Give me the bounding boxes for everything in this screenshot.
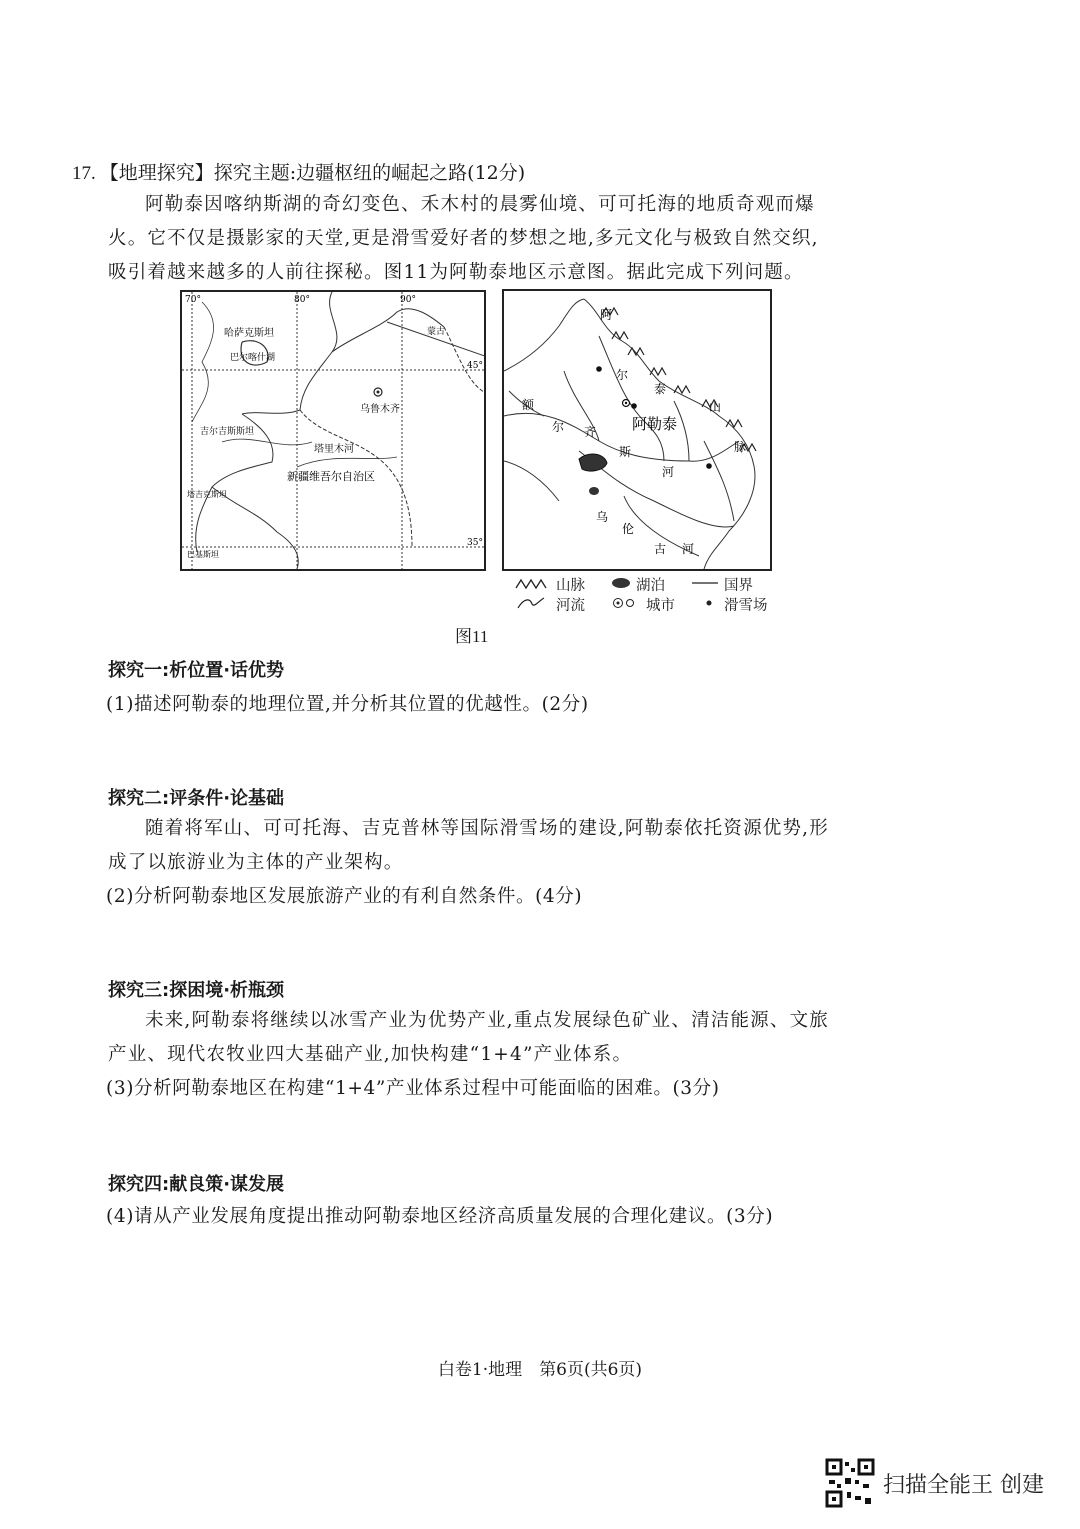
ski-resort-1 [596, 366, 602, 372]
section-3-question: (3)分析阿勒泰地区在构建“1+4”产业体系过程中可能面临的困难。(3分) [106, 1078, 720, 1099]
section-4-title: 探究四:献良策·谋发展 [108, 1174, 285, 1195]
river-legend-icon [516, 596, 546, 610]
label-river-a: 额 [522, 398, 535, 412]
altay-map [502, 289, 772, 571]
lon-label-90: 90° [400, 295, 416, 305]
map-legend [512, 574, 792, 614]
altay-map-drawing [504, 291, 770, 569]
label-lulun-b: 伦 [622, 522, 635, 536]
label-balkhash: 巴尔喀什湖 [230, 353, 276, 363]
ulungur-lake [579, 454, 607, 471]
figure-caption: 图11 [455, 627, 489, 646]
ski-resort-3 [706, 463, 712, 469]
question-title: 【地理探究】探究主题:边疆枢纽的崛起之路(12分) [99, 162, 526, 184]
lake-legend-icon [610, 576, 632, 590]
label-xinjiang: 新疆维吾尔自治区 [287, 470, 375, 483]
legend-city: 城市 [646, 598, 675, 614]
label-kazakh: 哈萨克斯坦 [224, 328, 274, 339]
legend-lake: 湖泊 [636, 578, 665, 594]
overview-map [180, 290, 486, 571]
ski-legend-icon [702, 596, 716, 610]
lat-label-35: 35° [467, 538, 483, 548]
mountain-legend-icon [512, 576, 552, 590]
qr-code-icon [825, 1458, 875, 1508]
label-mongolia: 蒙古 [427, 327, 446, 337]
label-lulun-a: 乌 [596, 510, 609, 524]
label-lulun-d: 河 [682, 542, 695, 556]
label-lulun-c: 古 [654, 542, 667, 556]
section-1-title: 探究一:析位置·话优势 [108, 660, 285, 681]
legend-river: 河流 [556, 598, 585, 614]
section-2-text: 随着将军山、可可托海、吉克普林等国际滑雪场的建设,阿勒泰依托资源优势,形成了以旅游业为主体的产业架构。 [108, 818, 829, 873]
lat-label-45: 45° [467, 361, 483, 371]
label-river-b: 尔 [552, 420, 565, 434]
label-pakistan: 巴基斯坦 [187, 550, 219, 559]
label-altay-city: 阿勒泰 [632, 415, 678, 433]
intro-paragraph: 阿勒泰因喀纳斯湖的奇幻变色、禾木村的晨雾仙境、可可托海的地质奇观而爆火。它不仅是摄影家的天堂,更是滑雪爱好者的梦想之地,多元文化与极致自然交织,吸引着越来越多的人前往探秘。图11为阿勒泰地区示意图。据此完成下列问题。 [108, 194, 819, 283]
label-mountain-b: 尔 [616, 368, 629, 382]
legend-border: 国界 [724, 578, 753, 594]
city-legend-icon [612, 596, 642, 610]
legend-ski: 滑雪场 [724, 598, 768, 614]
lon-label-80: 80° [294, 295, 310, 305]
section-4-question: (4)请从产业发展角度提出推动阿勒泰地区经济高质量发展的合理化建议。(3分) [106, 1206, 774, 1227]
label-tajik: 塔吉克斯坦 [187, 490, 227, 499]
section-2-question: (2)分析阿勒泰地区发展旅游产业的有利自然条件。(4分) [106, 886, 583, 907]
scanner-watermark [825, 1458, 1044, 1508]
label-mountain-d: 山 [709, 400, 722, 414]
label-river-c: 齐 [584, 425, 597, 439]
question-number: 17. [72, 163, 96, 184]
label-urumqi: 乌鲁木齐 [360, 404, 400, 415]
overview-map-drawing [182, 292, 484, 569]
scanner-watermark-text: 扫描全能王 创建 [883, 1472, 1044, 1498]
label-mountain-c: 泰 [654, 382, 667, 396]
border-legend-icon [690, 576, 720, 590]
label-river-d: 斯 [619, 445, 632, 459]
ski-resort-2 [631, 403, 637, 409]
label-kyrgyz: 吉尔吉斯斯坦 [200, 427, 255, 437]
question-header [72, 158, 525, 185]
label-river-e: 河 [662, 465, 675, 479]
section-2-title: 探究二:评条件·论基础 [108, 788, 285, 809]
section-1-question: (1)描述阿勒泰的地理位置,并分析其位置的优越性。(2分) [106, 694, 589, 715]
label-tarim: 塔里木河 [314, 444, 354, 455]
small-lake [589, 487, 599, 495]
section-3-text: 未来,阿勒泰将继续以冰雪产业为优势产业,重点发展绿色矿业、清洁能源、文旅产业、现代农牧业四大基础产业,加快构建“1+4”产业体系。 [108, 1010, 829, 1065]
page-footer: 白卷1·地理 第6页(共6页) [437, 1360, 643, 1380]
label-mountain-a: 阿 [600, 308, 613, 322]
legend-mountain: 山脉 [556, 578, 585, 594]
section-3-title: 探究三:探困境·析瓶颈 [108, 980, 285, 1001]
lon-label-70: 70° [185, 295, 201, 305]
label-mountain-e: 脉 [734, 440, 747, 454]
